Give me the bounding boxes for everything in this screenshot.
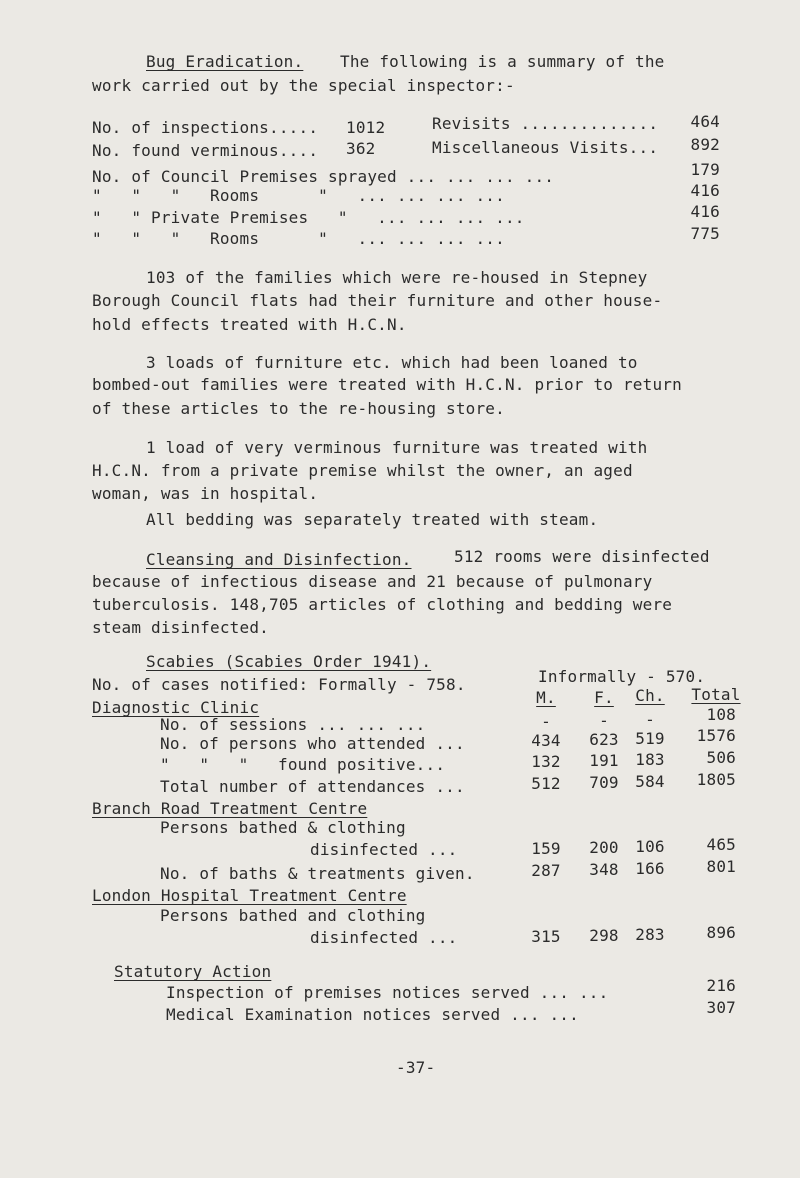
branch-road-heading: Branch Road Treatment Centre: [92, 799, 368, 818]
revisits-label: Revisits ..............: [432, 114, 659, 133]
cleansing-line-2: because of infectious disease and 21 because of pulmonary: [92, 572, 653, 591]
column-total: Total: [691, 685, 741, 704]
positive-m: 132: [531, 752, 561, 771]
branch-bathed-label: disinfected ...: [310, 840, 458, 859]
statutory-heading: Statutory Action: [114, 962, 272, 981]
attendances-total: 1805: [696, 770, 736, 789]
positive-total: 506: [706, 748, 736, 767]
cleansing-heading: Cleansing and Disinfection.: [146, 550, 412, 569]
private-premises-value: 416: [690, 202, 720, 221]
sessions-ch: -: [645, 710, 655, 729]
bug-intro-line-1: The following is a summary of the: [340, 52, 665, 71]
inspections-label: No. of inspections.....: [92, 118, 319, 137]
cases-notified: No. of cases notified: Formally - 758.: [92, 675, 466, 694]
para2-line-1: 3 loads of furniture etc. which had been loaned to: [146, 353, 638, 372]
london-bathed-total: 896: [706, 923, 736, 942]
sessions-m: -: [541, 712, 551, 731]
para4: All bedding was separately treated with steam.: [146, 510, 599, 529]
london-hospital-heading: London Hospital Treatment Centre: [92, 886, 407, 905]
sessions-total: 108: [706, 705, 736, 724]
attended-ch: 519: [635, 729, 665, 748]
positive-ch: 183: [635, 750, 665, 769]
verminous-value: 362: [346, 139, 376, 158]
branch-baths-m: 287: [531, 861, 561, 880]
medical-notices-label: Medical Examination notices served ... ...: [166, 1005, 579, 1024]
council-premises-value: 179: [690, 160, 720, 179]
london-bathed-line-1: Persons bathed and clothing: [160, 906, 426, 925]
medical-notices-value: 307: [706, 998, 736, 1017]
para3-line-3: woman, was in hospital.: [92, 484, 319, 503]
para2-line-3: of these articles to the re-housing store.: [92, 399, 505, 418]
para2-line-2: bombed-out families were treated with H.C.N. prior to return: [92, 375, 682, 394]
council-premises-label: No. of Council Premises sprayed ... ... ... ...: [92, 167, 555, 186]
sessions-label: No. of sessions ... ... ...: [160, 715, 426, 734]
column-ch: Ch.: [635, 686, 665, 705]
private-rooms-value: 775: [690, 224, 720, 243]
page-number: -37-: [396, 1058, 436, 1077]
branch-baths-f: 348: [589, 860, 619, 879]
column-m: M.: [536, 688, 556, 707]
cleansing-line-4: steam disinfected.: [92, 618, 269, 637]
attended-total: 1576: [696, 726, 736, 745]
diagnostic-clinic-heading: Diagnostic Clinic: [92, 698, 260, 717]
misc-visits-label: Miscellaneous Visits...: [432, 138, 659, 157]
branch-bathed-f: 200: [589, 838, 619, 857]
attended-m: 434: [531, 731, 561, 750]
positive-f: 191: [589, 751, 619, 770]
inspection-notices-label: Inspection of premises notices served ... ...: [166, 983, 609, 1002]
misc-visits-value: 892: [690, 135, 720, 154]
branch-bathed-ch: 106: [635, 837, 665, 856]
branch-baths-total: 801: [706, 857, 736, 876]
cleansing-line-3: tuberculosis. 148,705 articles of clothing and bedding were: [92, 595, 673, 614]
branch-baths-label: No. of baths & treatments given.: [160, 864, 475, 883]
cleansing-line-1: 512 rooms were disinfected: [454, 547, 710, 566]
attended-f: 623: [589, 730, 619, 749]
revisits-value: 464: [690, 112, 720, 131]
london-bathed-ch: 283: [635, 925, 665, 944]
branch-baths-ch: 166: [635, 859, 665, 878]
para1-line-2: Borough Council flats had their furniture and other house-: [92, 291, 663, 310]
branch-bathed-m: 159: [531, 839, 561, 858]
column-f: F.: [594, 688, 614, 707]
sessions-f: -: [599, 711, 609, 730]
attendances-m: 512: [531, 774, 561, 793]
london-bathed-label: disinfected ...: [310, 928, 458, 947]
london-bathed-m: 315: [531, 927, 561, 946]
inspections-value: 1012: [346, 118, 386, 137]
para1-line-3: hold effects treated with H.C.N.: [92, 315, 407, 334]
bug-eradication-heading: Bug Eradication.: [146, 52, 304, 71]
para3-line-2: H.C.N. from a private premise whilst the owner, an aged: [92, 461, 633, 480]
branch-bathed-line-1: Persons bathed & clothing: [160, 818, 406, 837]
inspection-notices-value: 216: [706, 976, 736, 995]
private-premises-label: " " Private Premises " ... ... ... ...: [92, 208, 525, 227]
para3-line-1: 1 load of very verminous furniture was treated with: [146, 438, 648, 457]
para1-line-1: 103 of the families which were re-housed in Stepney: [146, 268, 648, 287]
positive-label: " " " found positive...: [160, 755, 446, 774]
attendances-label: Total number of attendances ...: [160, 777, 465, 796]
cases-informally: Informally - 570.: [538, 667, 706, 686]
council-rooms-value: 416: [690, 181, 720, 200]
verminous-label: No. found verminous....: [92, 141, 319, 160]
attended-label: No. of persons who attended ...: [160, 734, 465, 753]
london-bathed-f: 298: [589, 926, 619, 945]
attendances-f: 709: [589, 773, 619, 792]
branch-bathed-total: 465: [706, 835, 736, 854]
attendances-ch: 584: [635, 772, 665, 791]
scabies-heading: Scabies (Scabies Order 1941).: [146, 652, 432, 671]
private-rooms-label: " " " Rooms " ... ... ... ...: [92, 229, 505, 248]
bug-intro-line-2: work carried out by the special inspector:-: [92, 76, 515, 95]
council-rooms-label: " " " Rooms " ... ... ... ...: [92, 186, 505, 205]
